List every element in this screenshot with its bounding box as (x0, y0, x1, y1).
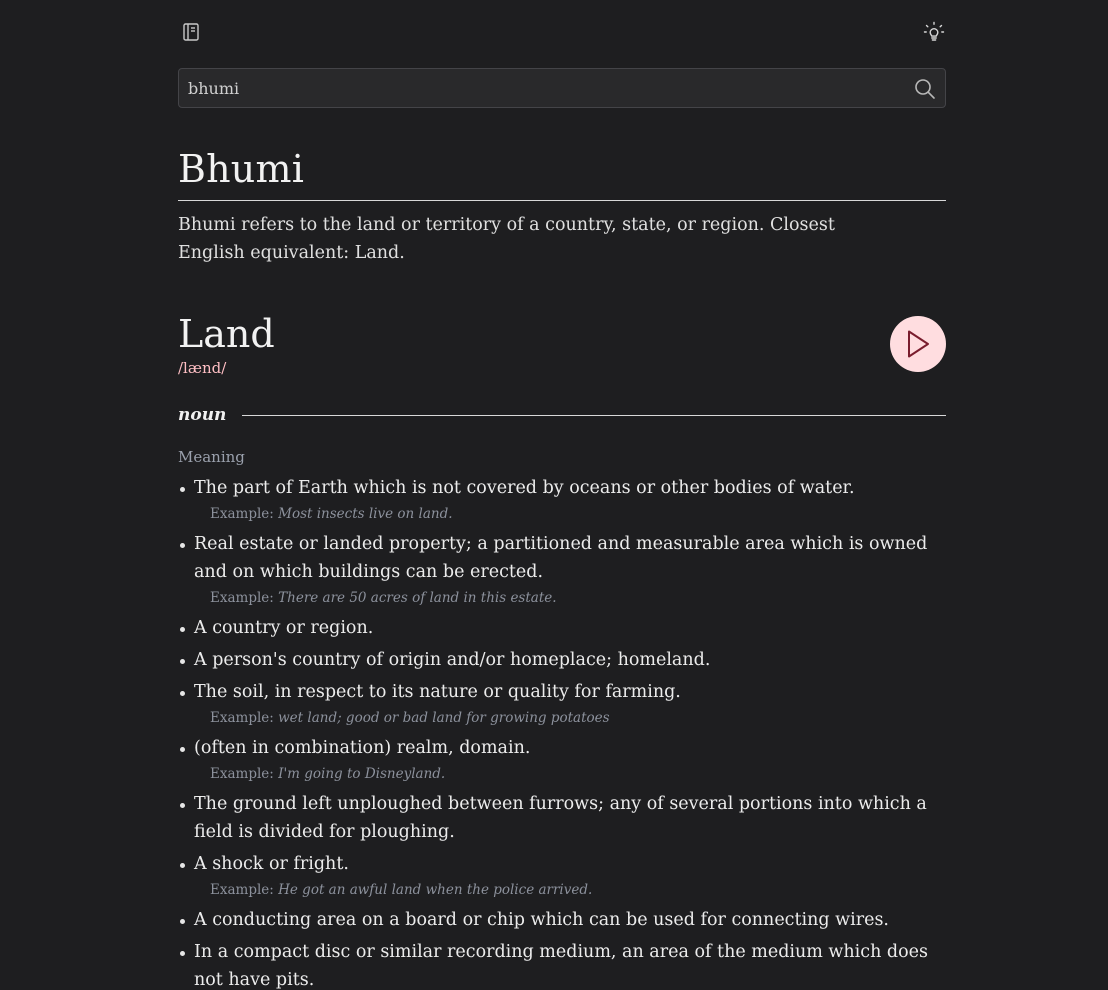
example-text: I'm going to Disneyland. (278, 766, 446, 782)
bullet-icon (180, 487, 185, 492)
definition-item (178, 474, 946, 526)
example-label: Example: (210, 506, 274, 522)
definition-item (178, 790, 946, 846)
definition-text: A shock or fright. (194, 854, 349, 874)
play-icon (905, 329, 931, 359)
definition-example (210, 706, 946, 730)
word-header (178, 311, 946, 381)
example-text: There are 50 acres of land in this estate. (278, 590, 557, 606)
term-title: Bhumi (178, 147, 305, 191)
definition-item (178, 614, 946, 642)
bullet-icon (180, 863, 185, 868)
definition-text: A person's country of origin and/or homeplace; homeland. (194, 650, 711, 670)
lightbulb-icon[interactable] (922, 20, 946, 44)
meaning-label: Meaning (178, 448, 245, 466)
definition-example (210, 762, 946, 786)
bullet-icon (180, 691, 185, 696)
top-bar (178, 0, 946, 68)
definition-example (210, 502, 946, 526)
definition-text: In a compact disc or similar recording medium, an area of the medium which does not have pits. (194, 942, 928, 990)
bullet-icon (180, 543, 185, 548)
bullet-icon (180, 659, 185, 664)
example-label: Example: (210, 710, 274, 726)
term-summary: Bhumi refers to the land or territory of a country, state, or region. Closest English equivalent: Land. (178, 215, 835, 263)
search-input[interactable] (179, 69, 899, 107)
example-label: Example: (210, 882, 274, 898)
definition-item (178, 678, 946, 730)
definition-item (178, 530, 946, 610)
part-of-speech-divider (242, 415, 946, 416)
definition-text: A country or region. (194, 618, 374, 638)
bullet-icon (180, 919, 185, 924)
example-label: Example: (210, 590, 274, 606)
definition-item (178, 938, 946, 990)
part-of-speech-row (178, 402, 946, 428)
definition-text: A conducting area on a board or chip which can be used for connecting wires. (194, 910, 889, 930)
definition-list (178, 474, 946, 990)
definition-item (178, 850, 946, 902)
example-label: Example: (210, 766, 274, 782)
search-icon[interactable] (914, 78, 936, 100)
definition-item (178, 734, 946, 786)
book-icon[interactable] (179, 20, 203, 44)
phonetic: /lænd/ (178, 359, 227, 377)
search-box (178, 68, 946, 108)
dictionary-page (178, 0, 946, 990)
definition-example (210, 586, 946, 610)
definition-text: Real estate or landed property; a partitioned and measurable area which is owned and on which buildings can be erected. (194, 534, 928, 582)
example-text: He got an awful land when the police arrived. (278, 882, 593, 898)
definition-item (178, 906, 946, 934)
example-text: Most insects live on land. (278, 506, 453, 522)
bullet-icon (180, 747, 185, 752)
word-title: Land (178, 312, 275, 356)
definition-text: The part of Earth which is not covered by oceans or other bodies of water. (194, 478, 855, 498)
definition-example (210, 878, 946, 902)
bullet-icon (180, 951, 185, 956)
definition-text: (often in combination) realm, domain. (194, 738, 531, 758)
definition-text: The soil, in respect to its nature or quality for farming. (194, 682, 681, 702)
play-audio-button[interactable] (890, 316, 946, 372)
bullet-icon (180, 803, 185, 808)
title-divider (178, 200, 946, 201)
example-text: wet land; good or bad land for growing potatoes (278, 710, 610, 726)
definition-item (178, 646, 946, 674)
definition-text: The ground left unploughed between furrows; any of several portions into which a field is divided for ploughing. (194, 794, 927, 842)
bullet-icon (180, 627, 185, 632)
part-of-speech: noun (178, 405, 227, 425)
